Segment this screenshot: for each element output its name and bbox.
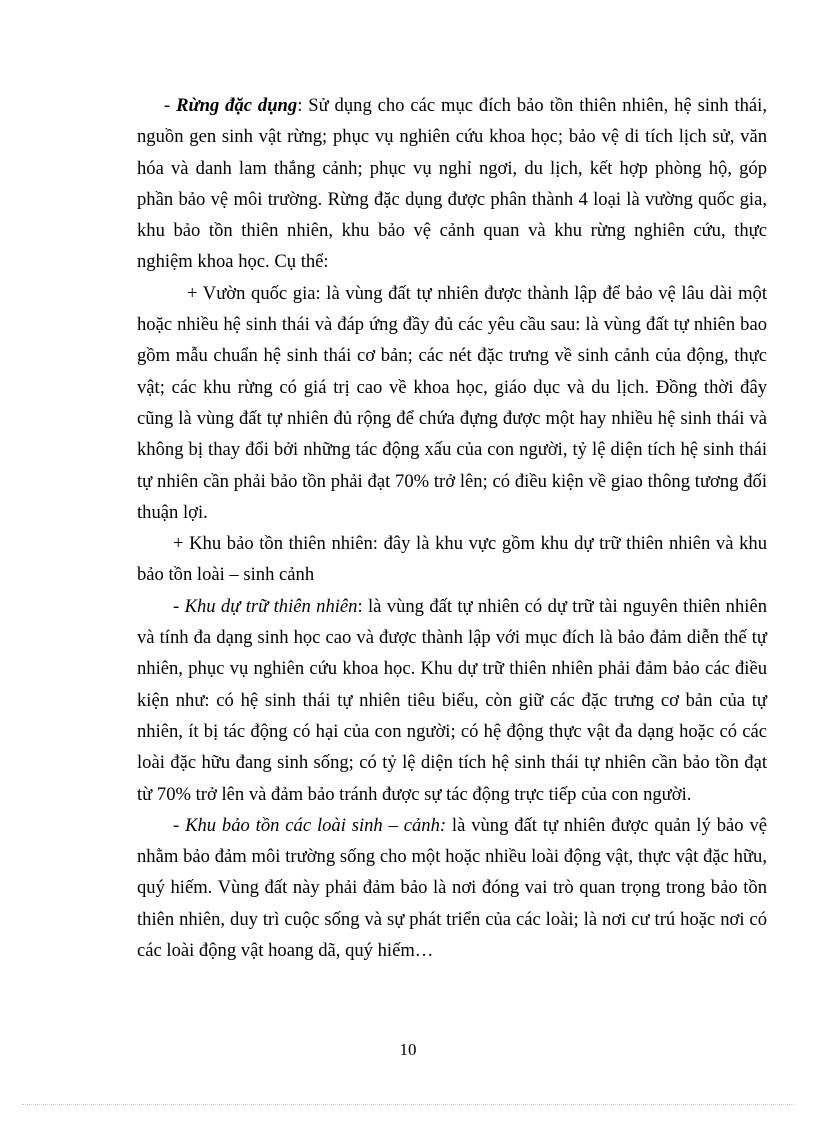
- paragraph-text: : Sử dụng cho các mục đích bảo tồn thiên nhiên, hệ sinh thái, nguồn gen sinh vật rừng; phục vụ nghiên cứu khoa học; bảo vệ di tích lịch sử, văn hóa và danh lam thắng cảnh; phục vụ nghỉ ngơi, du lịch, kết hợp phòng hộ, góp phần bảo vệ môi trường. Rừng đặc dụng được phân thành 4 loại là vường quốc gia, khu bảo tồn thiên nhiên, khu bảo vệ cảnh quan và khu rừng nghiên cứu, thực nghiệm khoa học. Cụ thể:: [137, 95, 767, 273]
- paragraph-text: : là vùng đất tự nhiên có dự trữ tài nguyên thiên nhiên và tính đa dạng sinh học cao và được thành lập với mục đích là bảo đảm diễn thế tự nhiên, phục vụ nghiên cứu khoa học. Khu dự trữ thiên nhiên phải đảm bảo các điều kiện như: có hệ sinh thái tự nhiên tiêu biểu, còn giữ các đặc trưng cơ bản của tự nhiên, ít bị tác động có hại của con người; có hệ động thực vật đa dạng hoặc có các loài đặc hữu đang sinh sống; có tỷ lệ diện tích hệ sinh thái tự nhiên cần bảo tồn đạt từ 70% trở lên và đảm bảo tránh được sự tác động trực tiếp của con người.: [137, 595, 767, 805]
- term-rung-dac-dung: Rừng đặc dụng: [176, 95, 298, 116]
- paragraph-vuon-quoc-gia: [137, 278, 767, 528]
- paragraph-text: + Khu bảo tồn thiên nhiên: đây là khu vực gồm khu dự trữ thiên nhiên và khu bảo tồn loài – sinh cảnh: [137, 533, 767, 586]
- paragraph-text: + Vườn quốc gia: là vùng đất tự nhiên được thành lập để bảo vệ lâu dài một hoặc nhiều hệ sinh thái và đáp ứng đầy đủ các yêu cầu sau: là vùng đất tự nhiên bao gồm mẫu chuẩn hệ sinh thái cơ bản; các nét đặc trưng về sinh cảnh của động, thực vật; các khu rừng có giá trị cao về khoa học, giáo dục và du lịch. Đồng thời đây cũng là vùng đất tự nhiên đủ rộng để chứa đựng được một hay nhiều hệ sinh thái và không bị thay đổi bởi những tác động xấu của con người, tỷ lệ diện tích hệ sinh thái tự nhiên cần phải bảo tồn phải đạt 70% trở lên; có điều kiện về giao thông tương đối thuận lợi.: [137, 282, 767, 523]
- list-dash: -: [164, 95, 177, 116]
- list-dash: -: [173, 595, 185, 617]
- page-number: 10: [399, 1040, 417, 1059]
- term-khu-bao-ton-loai: Khu bảo tồn các loài sinh – cảnh:: [185, 814, 447, 836]
- paragraph-khu-bao-ton-thien-nhien: [137, 528, 767, 591]
- paragraph-khu-du-tru-thien-nhien: [137, 591, 767, 810]
- list-dash: -: [173, 814, 186, 836]
- term-khu-du-tru-thien-nhien: Khu dự trữ thiên nhiên: [184, 595, 358, 617]
- footer-dotted-rule: [22, 1104, 794, 1105]
- paragraph-rung-dac-dung: [137, 90, 767, 278]
- paragraph-khu-bao-ton-loai: [137, 810, 767, 966]
- body-text: [137, 90, 767, 966]
- paragraph-text: là vùng đất tự nhiên được quản lý bảo vệ nhằm bảo đảm môi trường sống cho một hoặc nhiều loài động vật, thực vật đặc hữu, quý hiếm. Vùng đất này phải đảm bảo là nơi đóng vai trò quan trọng trong bảo tồn thiên nhiên, duy trì cuộc sống và sự phát triển của các loài; là nơi cư trú hoặc nơi có các loài động vật hoang dã, quý hiếm…: [137, 814, 768, 962]
